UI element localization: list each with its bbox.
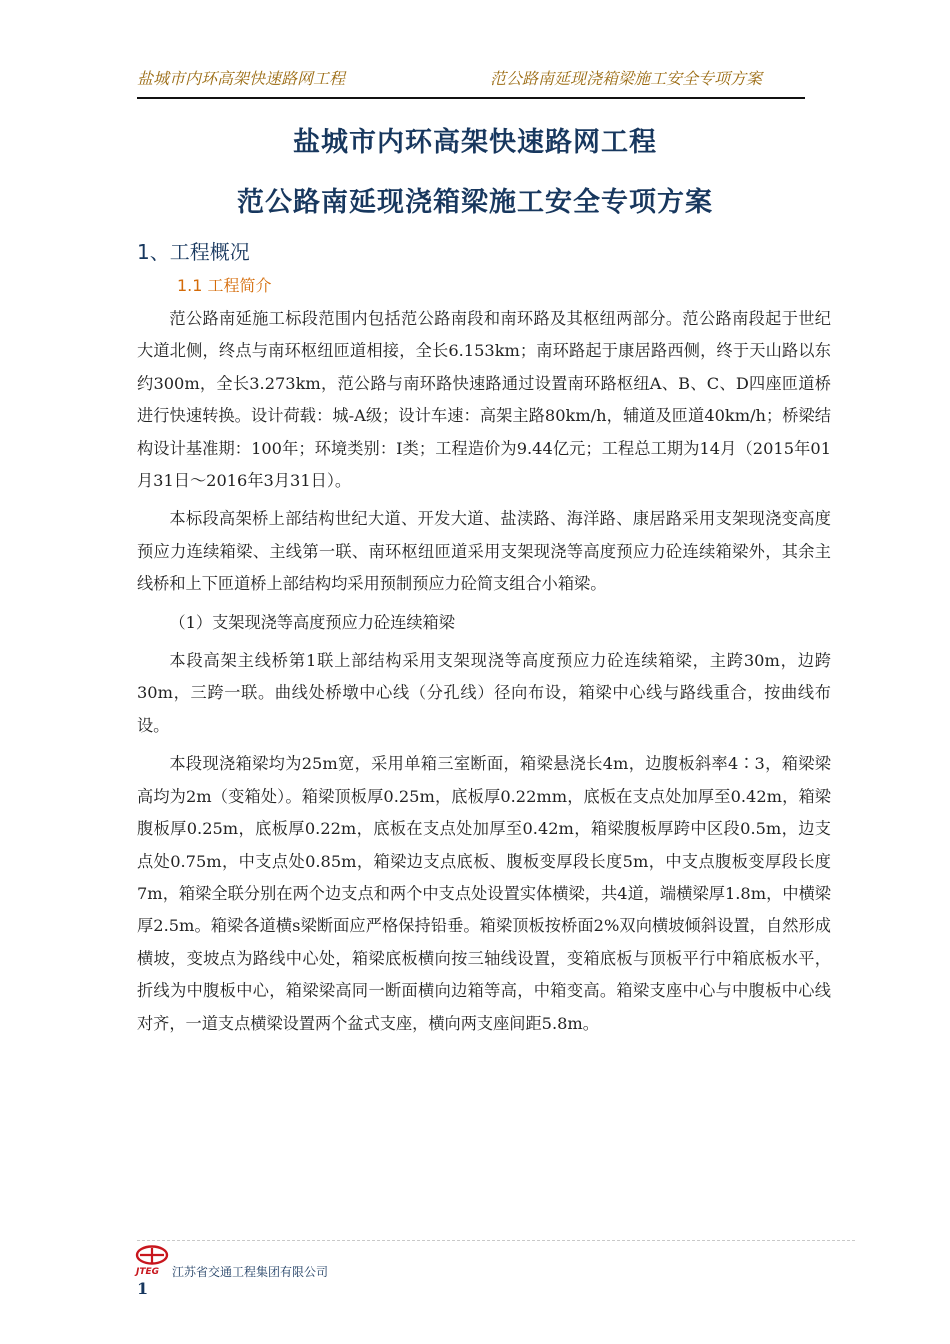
paragraph-item-1-heading: （1）支架现浇等高度预应力砼连续箱梁 (169, 612, 455, 632)
paragraph-box-girder-details: 本段现浇箱梁均为25m宽，采用单箱三室断面，箱梁悬浇长4m，边腹板斜率4∶3，箱梁梁高均为2m（变箱处）。箱梁顶板厚0.25m，底板厚0.22mm，底板在支点处加厚至0.42m，箱梁腹板厚0.25m，底板厚0.22m，底板在支点处加厚至0.42m，箱梁腹板厚跨中区段0.5m，边支点处0.75m，中支点处0.85m，箱梁边支点底板、腹板变厚段长度5m，中支点腹板变厚段长度7m，箱梁全联分别在两个边支点和两个中支点处设置实体横梁，共4道，端横梁厚1.8m，中横梁厚2.5m。箱梁各道横s梁断面应严格保持铅垂。箱梁顶板按桥面2%双向横坡倾斜设置，自然形成横坡，变坡点为路线中心处，箱梁底板横向按三轴线设置，变箱底板与顶板平行中箱底板水平，折线为中腹板中心，箱梁梁高同一断面横向边箱等高，中箱变高。箱梁支座中心与中腹板中心线对齐，一道支点横梁设置两个盆式支座，横向两支座间距5.8m。 (137, 754, 831, 1033)
company-logo-icon (134, 1244, 174, 1276)
header-rule (137, 97, 805, 99)
document-title-line2: 范公路南延现浇箱梁施工安全专项方案 (237, 187, 713, 218)
paragraph-span-layout: 本段高架主线桥第1联上部结构采用支架现浇等高度预应力砼连续箱梁，主跨30m，边跨30m，三跨一联。曲线处桥墩中心线（分孔线）径向布设，箱梁中心线与路线重合，按曲线布设。 (137, 651, 831, 735)
paragraph-overview: 范公路南延施工标段范围内包括范公路南段和南环路及其枢纽两部分。范公路南段起于世纪大道北侧，终点与南环枢纽匝道相接，全长6.153km；南环路起于康居路西侧，终于天山路以东约300m，全长3.273km，范公路与南环路快速路通过设置南环路枢纽A、B、C、D四座匝道桥进行快速转换。设计荷载：城-A级；设计车速：高架主路80km/h，辅道及匝道40km/h；桥梁结构设计基准期：100年；环境类别：Ⅰ类；工程造价为9.44亿元；工程总工期为14月（2015年01月31日～2016年3月31日）。 (137, 309, 831, 491)
header-document-name: 范公路南延现浇箱梁施工安全专项方案 (490, 69, 763, 88)
section-heading: 1、工程概况 (137, 240, 250, 264)
logo-text: JTEG (136, 1267, 160, 1276)
document-title-line1: 盐城市内环高架快速路网工程 (293, 127, 657, 158)
footer-rule (137, 1240, 855, 1241)
header-project-name: 盐城市内环高架快速路网工程 (137, 69, 346, 88)
page-number: 1 (137, 1279, 149, 1298)
paragraph-superstructure: 本标段高架桥上部结构世纪大道、开发大道、盐渎路、海洋路、康居路采用支架现浇变高度预应力连续箱梁、主线第一联、南环枢纽匝道采用支架现浇等高度预应力砼连续箱梁外，其余主线桥和上下匝道桥上部结构均采用预制预应力砼简支组合小箱梁。 (137, 509, 831, 594)
footer-company-name: 江苏省交通工程集团有限公司 (172, 1265, 329, 1279)
subsection-heading: 1.1 工程简介 (177, 276, 272, 295)
body-text (137, 303, 831, 1046)
